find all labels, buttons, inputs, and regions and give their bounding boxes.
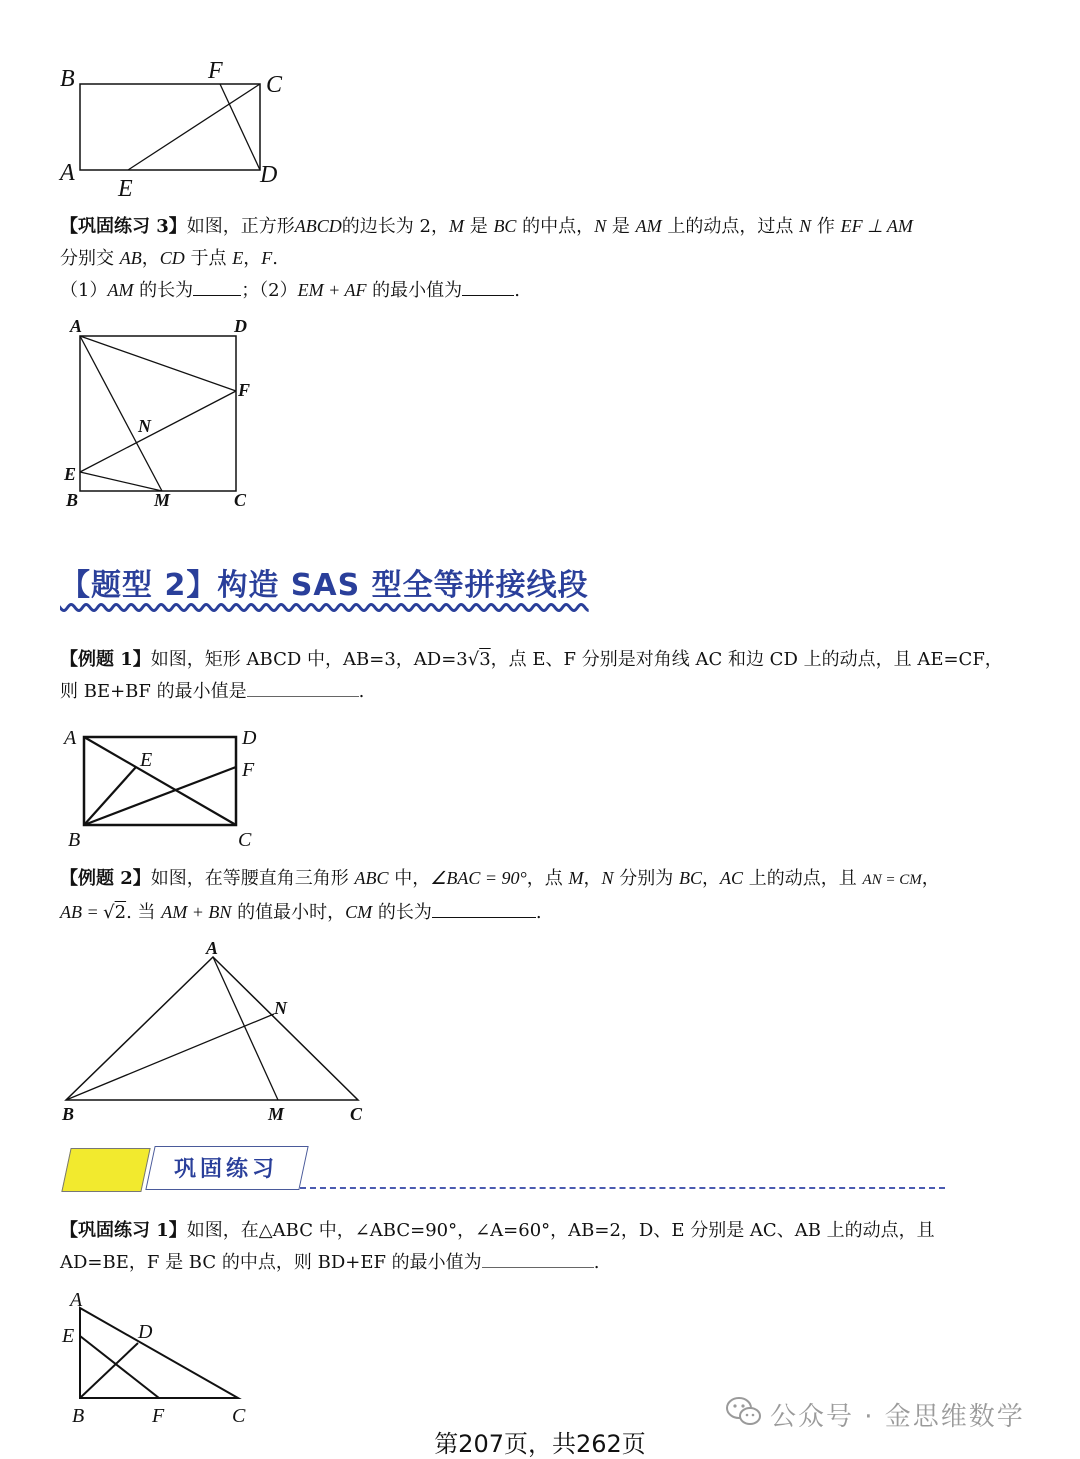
sqrt-value: 3	[479, 649, 491, 670]
text: .	[514, 280, 520, 301]
math: AB	[119, 248, 142, 268]
math: E	[232, 248, 244, 268]
text: 的边长为 2，	[341, 216, 449, 237]
text: 中，	[388, 868, 431, 889]
label-C: C	[238, 829, 252, 851]
watermark-text: 公众号 · 金思维数学	[770, 1402, 1025, 1432]
text: . 当	[126, 902, 162, 923]
text: ，	[921, 868, 940, 889]
example2-tag: 【例题 2】	[60, 868, 151, 889]
practice3-tag: 【巩固练习 3】	[60, 216, 187, 237]
math: N	[601, 868, 614, 888]
page-footer: 第207页，共262页	[434, 1430, 646, 1458]
text: 的中点，	[516, 216, 595, 237]
text: 分别为	[613, 868, 679, 889]
label-C: C	[234, 490, 247, 510]
label-D: D	[138, 1321, 153, 1343]
section-title: 【题型 2】构造 SAS 型全等拼接线段	[60, 568, 589, 603]
label-E: E	[118, 176, 133, 202]
text: 是	[606, 216, 636, 237]
math: BC	[493, 216, 517, 236]
sqrt-value: 2	[114, 902, 127, 923]
text: ；（2）	[241, 280, 298, 301]
sqrt-symbol: √	[103, 902, 115, 923]
math: ABC	[354, 868, 389, 888]
math: AM	[635, 216, 662, 236]
math: M	[448, 216, 464, 236]
math: AM	[107, 280, 134, 300]
math: N	[594, 216, 607, 236]
label-N: N	[274, 998, 287, 1018]
label-A: A	[206, 938, 219, 958]
text: ，	[243, 248, 262, 269]
text: 如图，矩形 ABCD 中，AB=3，AD=3	[150, 649, 468, 670]
text: 如图，在等腰直角三角形	[150, 868, 355, 889]
label-A: A	[64, 727, 77, 749]
math: AN = CM	[862, 872, 922, 888]
label-C: C	[232, 1405, 246, 1427]
text: .	[593, 1252, 600, 1273]
text: 于点	[184, 248, 233, 269]
text: ，	[701, 868, 720, 889]
text: 则 BE+BF 的最小值是	[60, 681, 247, 702]
text: 如图，正方形	[186, 216, 295, 237]
label-F: F	[238, 380, 251, 400]
label-B: B	[72, 1405, 85, 1427]
math: EF ⊥ AM	[840, 216, 913, 236]
math: BC	[678, 868, 702, 888]
text: 的长为	[372, 902, 432, 923]
math: ABCD	[294, 216, 342, 236]
label-A: A	[70, 316, 83, 336]
text: 是	[463, 216, 494, 237]
text: 作	[811, 216, 841, 237]
label-E: E	[140, 749, 153, 771]
label-F: F	[242, 759, 255, 781]
text: 分别交	[60, 248, 120, 269]
math: AM + BN	[161, 902, 232, 922]
triangle-ABC	[80, 1308, 238, 1398]
text: ，点 E、F 分别是对角线 AC 和边 CD 上的动点，且 AE=CF，	[490, 649, 1003, 670]
text: .	[272, 248, 278, 269]
math: N	[799, 216, 812, 236]
example1-tag: 【例题 1】	[60, 649, 151, 670]
text: 的值最小时，	[231, 902, 346, 923]
label-C: C	[350, 1104, 363, 1124]
text: .	[535, 902, 542, 923]
label-B: B	[60, 66, 75, 92]
text: 的最小值为	[366, 280, 463, 301]
text: ，	[583, 868, 602, 889]
label-M: M	[154, 490, 171, 510]
label-F: F	[152, 1405, 165, 1427]
text: 上的动点，过点	[661, 216, 800, 237]
label-B: B	[62, 1104, 75, 1124]
label-B: B	[66, 490, 79, 510]
label-F: F	[208, 58, 223, 84]
text: .	[358, 681, 365, 702]
label-B: B	[68, 829, 81, 851]
text: 的长为	[133, 280, 194, 301]
sqrt-symbol: √	[467, 649, 480, 670]
math: AC	[719, 868, 743, 888]
label-E: E	[62, 1325, 75, 1347]
text: 如图，在△ABC 中，∠ABC=90°，∠A=60°，AB=2，D、E 分别是 AC、AB 上的动点，且	[186, 1220, 935, 1241]
math: CM	[345, 902, 373, 922]
math: F	[261, 248, 273, 268]
label-D: D	[242, 727, 257, 749]
math: AB =	[60, 902, 104, 922]
text: 上的动点，且	[742, 868, 863, 889]
text: ，	[141, 248, 160, 269]
math: M	[568, 868, 584, 888]
label-D: D	[234, 316, 247, 336]
label-A: A	[60, 160, 75, 186]
label-A: A	[70, 1289, 83, 1311]
label-M: M	[268, 1104, 285, 1124]
text: AD=BE，F 是 BC 的中点，则 BD+EF 的最小值为	[60, 1252, 482, 1273]
label-E: E	[64, 464, 77, 484]
math: EM + AF	[297, 280, 367, 300]
practice1-tag: 【巩固练习 1】	[60, 1220, 187, 1241]
text: （1）	[60, 280, 108, 301]
label-D: D	[260, 162, 278, 188]
text: ，点	[526, 868, 569, 889]
math: CD	[159, 248, 185, 268]
segment-BD	[80, 1343, 138, 1398]
label-C: C	[266, 72, 283, 98]
math: ∠BAC = 90°	[430, 868, 527, 888]
label-N: N	[138, 416, 151, 436]
banner-label: 巩固练习	[174, 1157, 279, 1182]
